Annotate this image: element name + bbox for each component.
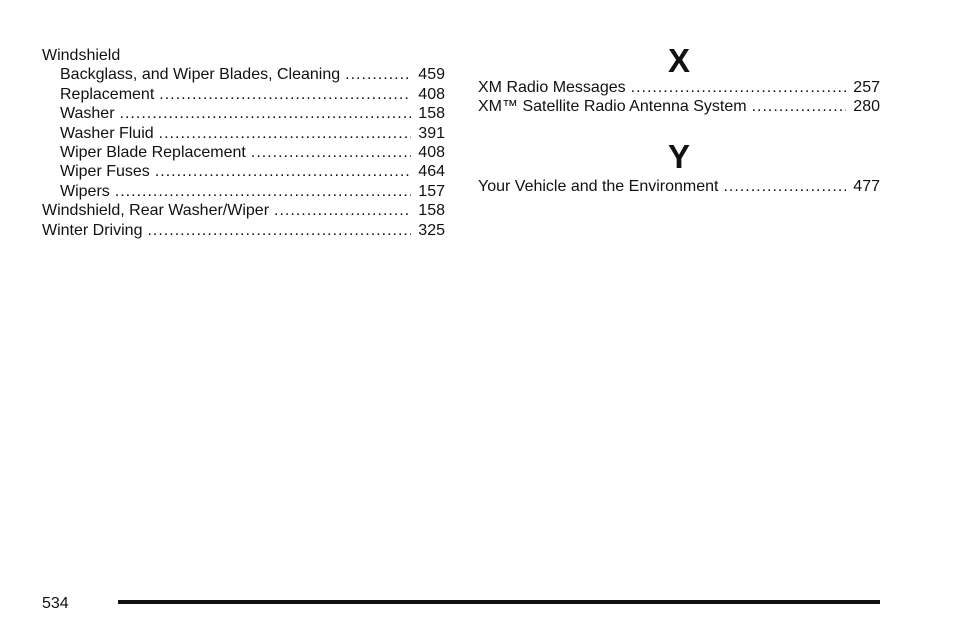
dot-leader: [120, 104, 411, 123]
index-subentry: [42, 182, 445, 201]
index-subentry: [42, 162, 445, 181]
index-subentry: [42, 65, 445, 84]
dot-leader: [631, 78, 846, 97]
dot-leader: [274, 201, 411, 220]
index-term: Backglass, and Wiper Blades, Cleaning: [60, 66, 341, 84]
index-entry: [478, 97, 880, 116]
index-heading-windshield: [42, 46, 445, 65]
index-subentry: [42, 85, 445, 104]
index-entry: [478, 177, 880, 196]
right-column: [478, 42, 880, 196]
index-page-number: 391: [418, 124, 445, 142]
section-letter-y: Y: [667, 137, 690, 175]
index-subentry: [42, 143, 445, 162]
dot-leader: [752, 97, 846, 116]
index-term: Washer: [60, 105, 115, 123]
dot-leader: [147, 221, 411, 240]
dot-leader: [723, 177, 846, 196]
index-page-number: 280: [853, 98, 880, 116]
index-page-number: 158: [418, 105, 445, 123]
index-term: XM™ Satellite Radio Antenna System: [478, 98, 747, 116]
page-number: 534: [42, 595, 69, 612]
index-term: Winter Driving: [42, 221, 143, 239]
index-page-number: 408: [418, 85, 445, 103]
index-page-number: 477: [853, 177, 880, 195]
index-entry: [478, 78, 880, 97]
index-page-number: 459: [418, 66, 445, 84]
index-term: Wipers: [60, 182, 110, 200]
dot-leader: [155, 162, 411, 181]
index-term: Windshield: [42, 47, 121, 64]
index-term: Washer Fluid: [60, 124, 154, 142]
index-term: Replacement: [60, 85, 155, 103]
index-term: Windshield, Rear Washer/Wiper: [42, 202, 270, 220]
index-term: Your Vehicle and the Environment: [478, 177, 719, 195]
index-subentry: [42, 124, 445, 143]
index-page-number: 325: [418, 221, 445, 239]
index-entry: [42, 201, 445, 220]
dot-leader: [159, 124, 411, 143]
dot-leader: [251, 143, 411, 162]
dot-leader: [159, 85, 411, 104]
section-letter-x: X: [667, 42, 690, 79]
index-page-number: 158: [418, 202, 445, 220]
index-page-number: 157: [418, 182, 445, 200]
index-page-number: 464: [418, 163, 445, 181]
dot-leader: [115, 182, 411, 201]
index-term: XM Radio Messages: [478, 79, 626, 96]
index-term: Wiper Blade Replacement: [60, 143, 246, 161]
index-page-number: 408: [418, 143, 445, 161]
index-subentry: [42, 104, 445, 123]
dot-leader: [345, 65, 411, 84]
footer-rule: [118, 600, 880, 604]
index-term: Wiper Fuses: [60, 163, 150, 181]
left-column: [42, 46, 445, 240]
index-entry: [42, 221, 445, 240]
index-page-number: 257: [853, 79, 880, 96]
